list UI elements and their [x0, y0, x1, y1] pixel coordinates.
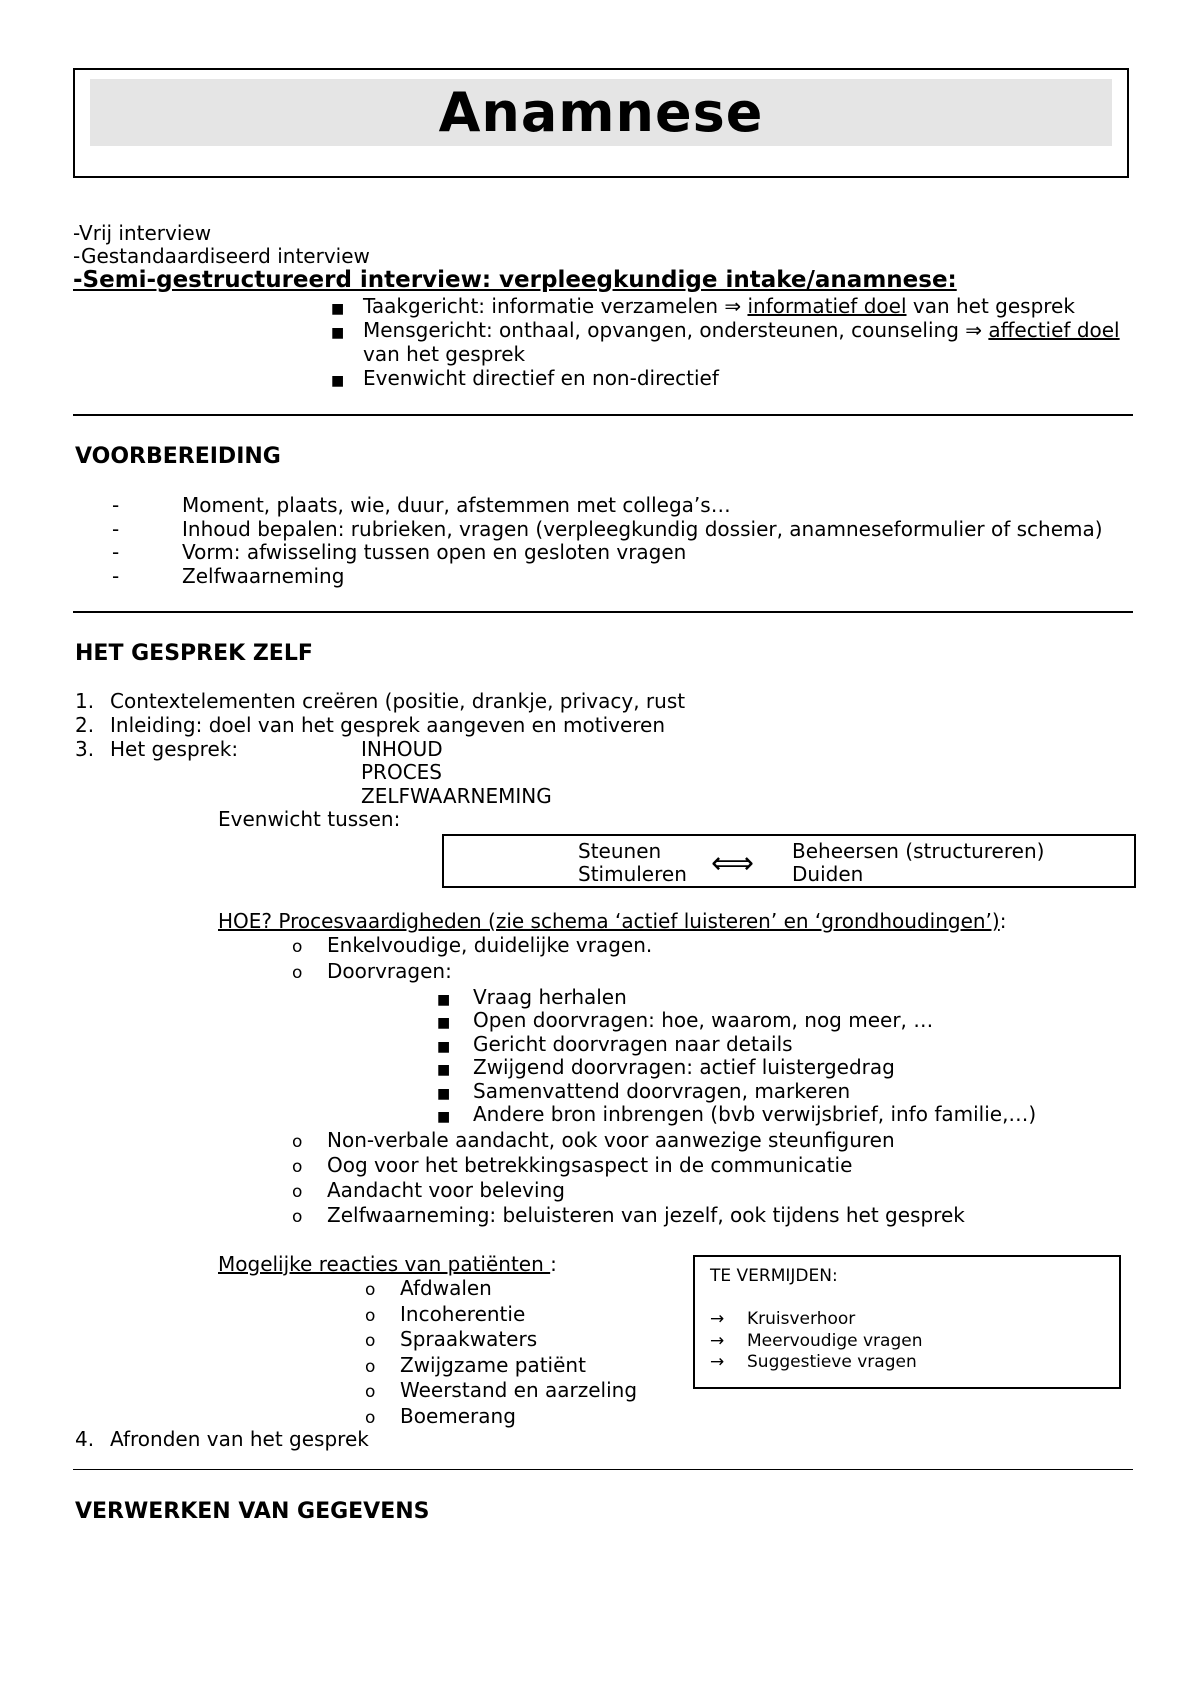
square-bullet-icon: ■: [331, 373, 345, 389]
circle-bullet-icon: o: [292, 1157, 303, 1177]
circle-bullet-icon: o: [292, 963, 303, 983]
intro-bullet-1-underlined: informatief doel: [747, 294, 907, 318]
double-arrow-icon: ⟺: [711, 846, 755, 881]
list-item: Oog voor het betrekkingsaspect in de communicatie: [327, 1153, 853, 1177]
dash-bullet: -: [112, 493, 120, 517]
list-item: Non-verbale aandacht, ook voor aanwezige steunfiguren: [327, 1128, 895, 1152]
sub-list-item: Zwijgend doorvragen: actief luistergedrag: [473, 1055, 895, 1079]
section-heading-voorbereiding: VOORBEREIDING: [75, 444, 281, 469]
page-title: Anamnese: [90, 79, 1112, 146]
list-item: Moment, plaats, wie, duur, afstemmen met collega’s…: [182, 493, 731, 517]
section-divider: [73, 611, 1133, 613]
list-item: Inhoud bepalen: rubrieken, vragen (verpleegkundig dossier, anamneseformulier of schema): [182, 517, 1103, 541]
list-item: Afronden van het gesprek: [110, 1427, 369, 1451]
intro-bullet-1-text: Taakgericht: informatie verzamelen ⇒: [363, 294, 748, 318]
reactie-item: Incoherentie: [400, 1302, 526, 1326]
list-number: 1.: [75, 689, 95, 713]
intro-line-1: -Vrij interview: [73, 221, 212, 245]
list-item: Zelfwaarneming: beluisteren van jezelf, ook tijdens het gesprek: [327, 1203, 965, 1227]
list-item: Aandacht voor beleving: [327, 1178, 565, 1202]
reactie-item: Spraakwaters: [400, 1327, 538, 1351]
list-item: Het gesprek:: [110, 737, 239, 761]
square-bullet-icon: ■: [331, 325, 345, 341]
dash-bullet: -: [112, 540, 120, 564]
right-arrow-icon: →: [710, 1352, 725, 1372]
list-item: Enkelvoudige, duidelijke vragen.: [327, 933, 653, 957]
balance-beheersen: Beheersen (structureren): [792, 839, 1045, 863]
aspect-proces: PROCES: [361, 760, 442, 784]
vermijden-item: Suggestieve vragen: [747, 1352, 917, 1372]
balance-steunen: Steunen: [578, 839, 662, 863]
circle-bullet-icon: o: [292, 1182, 303, 1202]
circle-bullet-icon: o: [365, 1306, 376, 1326]
circle-bullet-icon: o: [365, 1331, 376, 1351]
aspect-zelfwaarneming: ZELFWAARNEMING: [361, 784, 552, 808]
square-bullet-icon: ■: [437, 1015, 451, 1031]
aspect-inhoud: INHOUD: [361, 737, 443, 761]
list-item: Vorm: afwisseling tussen open en gesloten vragen: [182, 540, 687, 564]
list-number: 3.: [75, 737, 95, 761]
sub-list-item: Gericht doorvragen naar details: [473, 1032, 793, 1056]
intro-line-2: -Gestandaardiseerd interview: [73, 244, 370, 268]
intro-bullet-3: Evenwicht directief en non-directief: [363, 366, 719, 390]
circle-bullet-icon: o: [365, 1357, 376, 1377]
te-vermijden-box: [693, 1255, 1121, 1389]
sub-list-item: Vraag herhalen: [473, 985, 627, 1009]
list-number: 4.: [75, 1427, 95, 1451]
intro-bullet-2-continued: van het gesprek: [363, 342, 526, 366]
right-arrow-icon: →: [710, 1309, 725, 1329]
list-number: 2.: [75, 713, 95, 737]
hoe-heading-colon: :: [999, 909, 1007, 933]
te-vermijden-title: TE VERMIJDEN:: [710, 1266, 838, 1286]
intro-bullet-1-tail: van het gesprek: [906, 294, 1075, 318]
circle-bullet-icon: o: [365, 1280, 376, 1300]
intro-line-3: -Semi-gestructureerd interview: verpleegkundige intake/anamnese:: [73, 267, 957, 293]
square-bullet-icon: ■: [437, 1086, 451, 1102]
square-bullet-icon: ■: [437, 1062, 451, 1078]
list-item: Inleiding: doel van het gesprek aangeven en motiveren: [110, 713, 666, 737]
sub-list-item: Samenvattend doorvragen, markeren: [473, 1079, 851, 1103]
section-heading-verwerken: VERWERKEN VAN GEGEVENS: [75, 1499, 430, 1524]
reactie-item: Boemerang: [400, 1404, 516, 1428]
reacties-heading-text: Mogelijke reacties van patiënten: [218, 1252, 551, 1276]
evenwicht-label: Evenwicht tussen:: [218, 807, 401, 831]
dash-bullet: -: [112, 564, 120, 588]
square-bullet-icon: ■: [437, 1039, 451, 1055]
intro-bullet-2-text: Mensgericht: onthaal, opvangen, ondersteunen, counseling ⇒: [363, 318, 989, 342]
square-bullet-icon: ■: [437, 992, 451, 1008]
vermijden-item: Meervoudige vragen: [747, 1331, 923, 1351]
reactie-item: Afdwalen: [400, 1276, 492, 1300]
square-bullet-icon: ■: [437, 1109, 451, 1125]
sub-list-item: Open doorvragen: hoe, waarom, nog meer, …: [473, 1008, 934, 1032]
dash-bullet: -: [112, 517, 120, 541]
reactie-item: Weerstand en aarzeling: [400, 1378, 638, 1402]
vermijden-item: Kruisverhoor: [747, 1309, 856, 1329]
hoe-heading-text: HOE? Procesvaardigheden (zie schema ‘actief luisteren’ en ‘grondhoudingen’): [218, 909, 1000, 933]
sub-list-item: Andere bron inbrengen (bvb verwijsbrief, info familie,…): [473, 1102, 1037, 1126]
reacties-heading-colon: :: [550, 1252, 557, 1276]
balance-duiden: Duiden: [792, 862, 864, 886]
balance-stimuleren: Stimuleren: [578, 862, 687, 886]
intro-bullet-2: [363, 319, 1120, 343]
section-divider: [73, 1469, 1133, 1470]
list-item: Zelfwaarneming: [182, 564, 345, 588]
circle-bullet-icon: o: [292, 1132, 303, 1152]
reactie-item: Zwijgzame patiënt: [400, 1353, 586, 1377]
intro-bullet-2-underlined: affectief doel: [988, 318, 1120, 342]
section-divider: [73, 414, 1133, 416]
right-arrow-icon: →: [710, 1331, 725, 1351]
circle-bullet-icon: o: [365, 1382, 376, 1402]
balance-box: [442, 834, 1136, 888]
list-item: Doorvragen:: [327, 959, 452, 983]
circle-bullet-icon: o: [292, 1207, 303, 1227]
circle-bullet-icon: o: [365, 1408, 376, 1428]
list-item: Contextelementen creëren (positie, drankje, privacy, rust: [110, 689, 686, 713]
circle-bullet-icon: o: [292, 937, 303, 957]
hoe-heading: [218, 910, 1006, 934]
section-heading-gesprek: HET GESPREK ZELF: [75, 641, 313, 666]
square-bullet-icon: ■: [331, 301, 345, 317]
title-box: [73, 68, 1129, 178]
intro-bullet-1: [363, 295, 1075, 319]
reacties-heading: [218, 1253, 557, 1277]
